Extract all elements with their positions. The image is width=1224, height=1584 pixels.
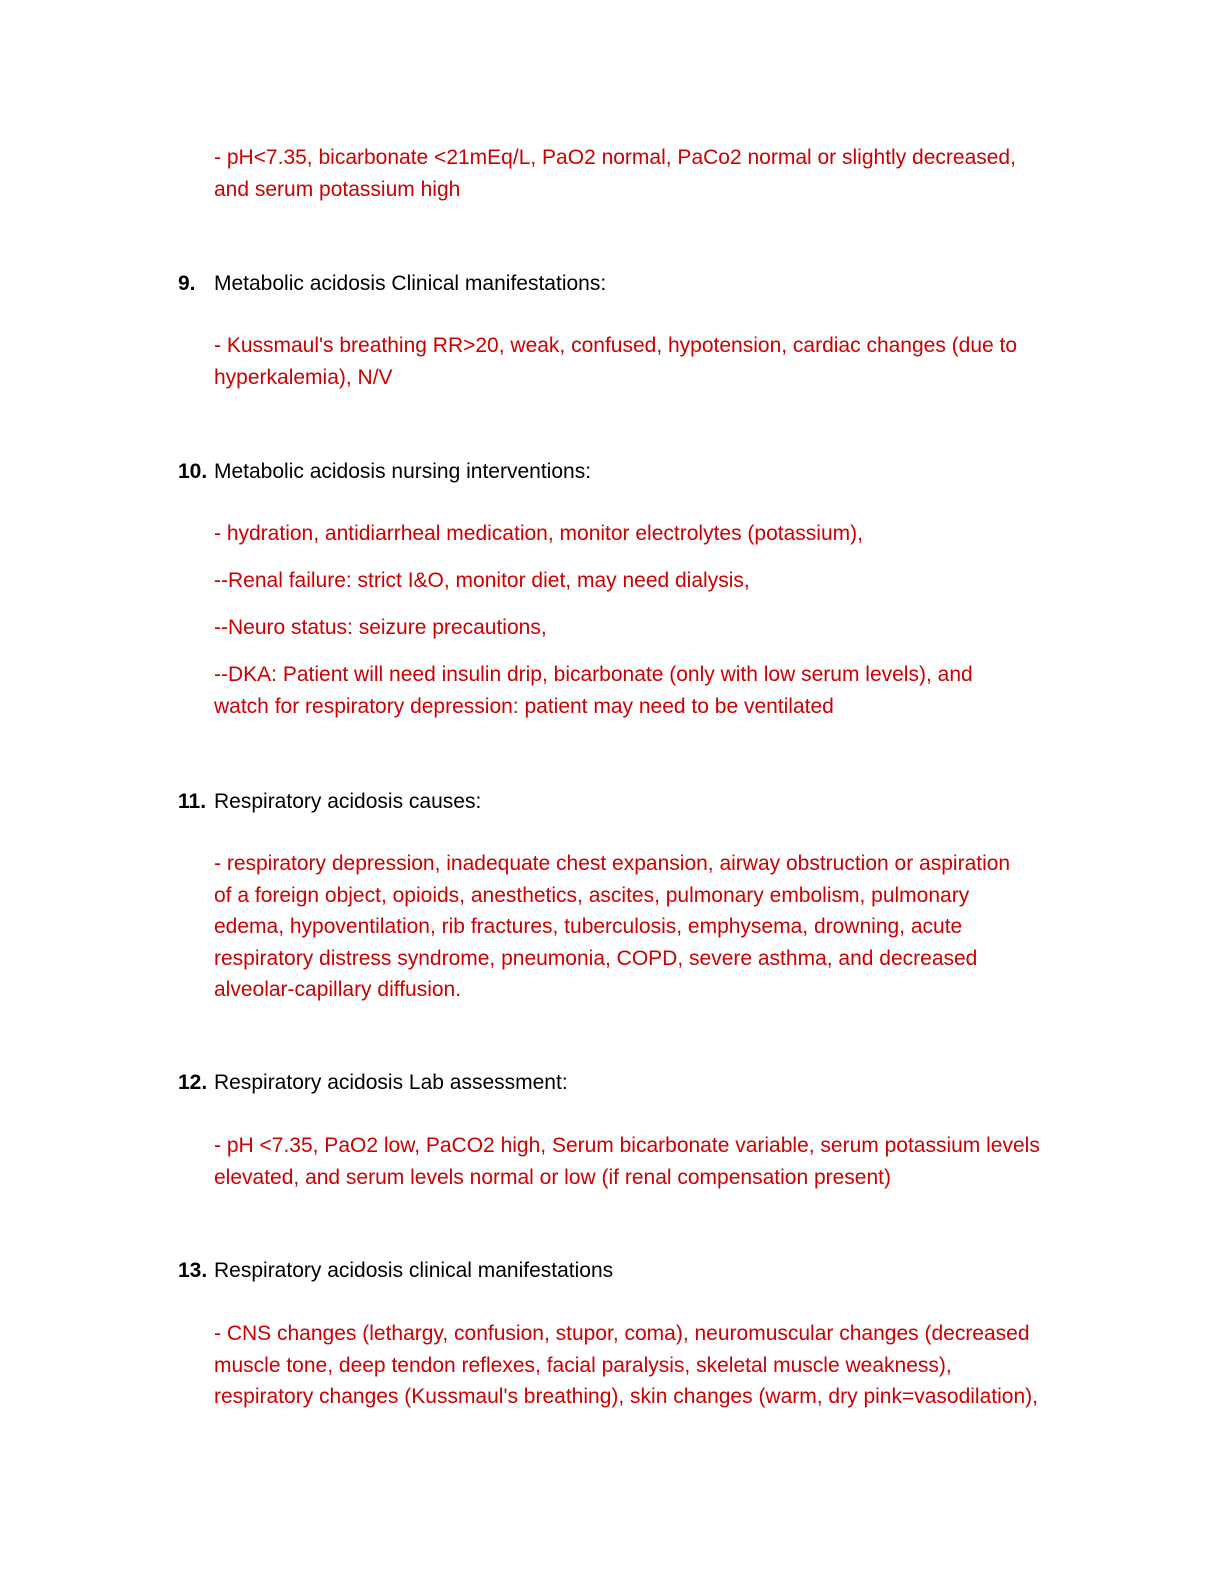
answer-line: - hydration, antidiarrheal medication, monitor electrolytes (potassium), <box>214 522 863 545</box>
answer-line: alveolar-capillary diffusion. <box>214 978 462 1001</box>
question-text: Metabolic acidosis Clinical manifestations: <box>214 272 607 295</box>
answer-paragraph <box>214 1130 1074 1193</box>
question-heading <box>178 786 481 818</box>
answer-paragraph <box>214 1318 1074 1413</box>
answer-line: --DKA: Patient will need insulin drip, bicarbonate (only with low serum levels), and <box>214 663 973 686</box>
question-number: 11. <box>178 790 207 813</box>
answer-line: - Kussmaul's breathing RR>20, weak, confused, hypotension, cardiac changes (due to <box>214 334 1018 357</box>
question-text: Respiratory acidosis Lab assessment: <box>214 1071 568 1094</box>
question-text: Respiratory acidosis causes: <box>214 790 482 813</box>
answer-paragraph <box>214 142 1074 205</box>
answer-paragraph <box>214 659 1074 722</box>
answer-line: --Renal failure: strict I&O, monitor diet, may need dialysis, <box>214 569 750 592</box>
answer-paragraph <box>214 612 1074 644</box>
question-heading <box>178 268 606 300</box>
answer-paragraph <box>214 330 1074 393</box>
answer-line: elevated, and serum levels normal or low (if renal compensation present) <box>214 1165 891 1189</box>
answer-line: watch for respiratory depression: patient may need to be ventilated <box>214 694 834 718</box>
answer-paragraph <box>214 848 1074 1006</box>
question-number: 12. <box>178 1071 208 1094</box>
question-number: 9. <box>178 272 196 295</box>
question-number: 13. <box>178 1259 208 1282</box>
answer-paragraph <box>214 565 1074 597</box>
question-text: Respiratory acidosis clinical manifestations <box>214 1259 614 1282</box>
answer-line: - pH<7.35, bicarbonate <21mEq/L, PaO2 normal, PaCo2 normal or slightly decreased, <box>214 146 1016 169</box>
answer-line: hyperkalemia), N/V <box>214 365 393 389</box>
question-heading <box>178 456 591 488</box>
answer-line: --Neuro status: seizure precautions, <box>214 616 547 639</box>
answer-line: respiratory distress syndrome, pneumonia, COPD, severe asthma, and decreased <box>214 946 978 970</box>
answer-line: edema, hypoventilation, rib fractures, tuberculosis, emphysema, drowning, acute <box>214 915 963 938</box>
answer-line: of a foreign object, opioids, anesthetics, ascites, pulmonary embolism, pulmonary <box>214 883 970 907</box>
answer-line: - pH <7.35, PaO2 low, PaCO2 high, Serum bicarbonate variable, serum potassium levels <box>214 1134 1040 1157</box>
answer-paragraph <box>214 518 1074 550</box>
answer-line: - respiratory depression, inadequate chest expansion, airway obstruction or aspiration <box>214 852 1011 875</box>
answer-line: - CNS changes (lethargy, confusion, stupor, coma), neuromuscular changes (decreased <box>214 1322 1030 1345</box>
question-heading <box>178 1067 568 1099</box>
answer-line: and serum potassium high <box>214 177 461 201</box>
question-text: Metabolic acidosis nursing interventions: <box>214 460 592 483</box>
answer-line: respiratory changes (Kussmaul's breathing), skin changes (warm, dry pink=vasodilation), <box>214 1385 1038 1408</box>
answer-line: muscle tone, deep tendon reflexes, facial paralysis, skeletal muscle weakness), <box>214 1353 952 1377</box>
question-heading <box>178 1255 613 1287</box>
question-number: 10. <box>178 460 208 483</box>
